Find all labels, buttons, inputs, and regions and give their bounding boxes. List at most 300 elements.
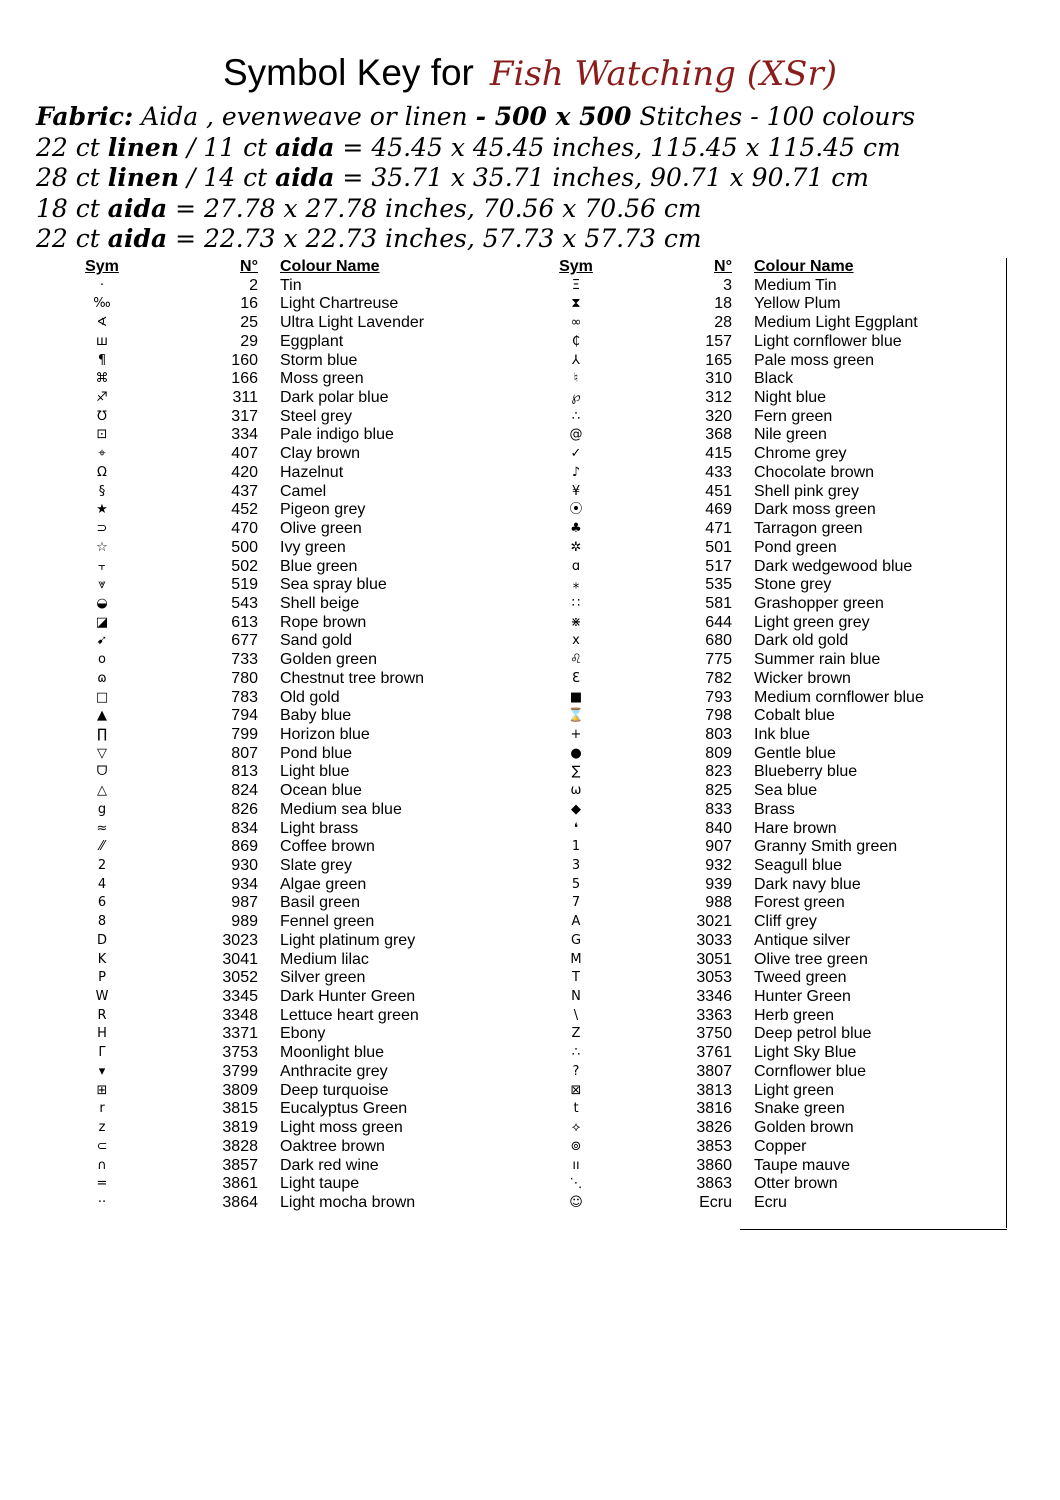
table-row bbox=[552, 539, 992, 558]
symbol-cell: r bbox=[99, 1101, 105, 1117]
symbol-cell: 8 bbox=[97, 914, 107, 930]
table-row bbox=[78, 632, 518, 651]
header-sym: Sym bbox=[85, 258, 119, 275]
symbol-cell: ◒ bbox=[96, 595, 108, 611]
colour-name-cell: Dark wedgewood blue bbox=[754, 557, 913, 575]
table-row bbox=[78, 1100, 518, 1119]
number-cell: 543 bbox=[231, 594, 258, 612]
colour-name-cell: Otter brown bbox=[754, 1175, 838, 1193]
number-cell: 519 bbox=[231, 576, 258, 594]
colour-name-cell: Medium Tin bbox=[754, 276, 837, 294]
table-row bbox=[78, 445, 518, 464]
number-cell: 989 bbox=[231, 913, 258, 931]
colour-name-cell: Sea blue bbox=[754, 782, 818, 800]
symbol-table-left bbox=[78, 258, 518, 1213]
colour-name-cell: Taupe mauve bbox=[754, 1156, 851, 1174]
number-cell: 677 bbox=[231, 632, 258, 650]
symbol-cell: ∞ bbox=[570, 315, 582, 331]
symbol-cell: ? bbox=[572, 1063, 580, 1079]
size-count: 22 ct bbox=[36, 224, 108, 253]
number-cell: 803 bbox=[705, 725, 732, 743]
number-cell: 502 bbox=[231, 557, 258, 575]
symbol-cell: ⟡ bbox=[571, 1120, 581, 1136]
colour-name-cell: Tin bbox=[280, 276, 302, 294]
table-row bbox=[78, 820, 518, 839]
colour-name-cell: Medium cornflower blue bbox=[754, 688, 924, 706]
symbol-cell: ☺ bbox=[569, 1194, 583, 1210]
number-cell: 988 bbox=[705, 894, 732, 912]
colour-name-cell: Olive tree green bbox=[754, 950, 868, 968]
table-row bbox=[552, 576, 992, 595]
number-cell: 3348 bbox=[222, 1006, 258, 1024]
number-cell: 28 bbox=[714, 314, 732, 332]
table-row bbox=[78, 969, 518, 988]
colour-name-cell: Light mocha brown bbox=[280, 1193, 416, 1211]
table-row bbox=[78, 333, 518, 352]
symbol-cell: H bbox=[97, 1026, 107, 1042]
table-row bbox=[552, 876, 992, 895]
table-row bbox=[78, 1175, 518, 1194]
number-cell: 824 bbox=[231, 782, 258, 800]
colour-name-cell: Dark navy blue bbox=[754, 875, 861, 893]
number-cell: 16 bbox=[240, 295, 258, 313]
number-cell: 535 bbox=[705, 576, 732, 594]
number-cell: 826 bbox=[231, 800, 258, 818]
colour-name-cell: Cliff grey bbox=[754, 913, 817, 931]
colour-name-cell: Copper bbox=[754, 1137, 807, 1155]
number-cell: 3863 bbox=[696, 1175, 732, 1193]
symbol-cell: ♌ bbox=[570, 652, 582, 668]
number-cell: 3 bbox=[723, 276, 732, 294]
symbol-cell: ℘ bbox=[571, 390, 581, 406]
number-cell: 3052 bbox=[222, 969, 258, 987]
number-cell: 3345 bbox=[222, 988, 258, 1006]
table-row bbox=[552, 894, 992, 913]
table-row bbox=[552, 1007, 992, 1026]
symbol-cell: x bbox=[572, 633, 580, 649]
header-sym: Sym bbox=[559, 258, 593, 275]
colour-name-cell: Anthracite grey bbox=[280, 1062, 388, 1080]
colour-name-cell: Horizon blue bbox=[280, 725, 370, 743]
number-cell: 3053 bbox=[696, 969, 732, 987]
table-header bbox=[552, 258, 992, 277]
symbol-cell: Ω bbox=[97, 464, 107, 480]
header-colour-name: Colour Name bbox=[754, 258, 854, 275]
symbol-cell: \ bbox=[573, 1007, 579, 1023]
colour-name-cell: Light Chartreuse bbox=[280, 295, 399, 313]
table-border-bottom bbox=[740, 1229, 1007, 1230]
symbol-cell: ★ bbox=[96, 502, 108, 518]
number-cell: 320 bbox=[705, 407, 732, 425]
symbol-cell: 5 bbox=[571, 876, 581, 892]
number-cell: 794 bbox=[231, 707, 258, 725]
colour-name-cell: Slate grey bbox=[280, 857, 353, 874]
symbol-cell: ♣ bbox=[570, 521, 582, 537]
colour-name-cell: Clay brown bbox=[280, 445, 361, 463]
table-row bbox=[552, 707, 992, 726]
number-cell: 471 bbox=[705, 520, 732, 538]
colour-name-cell: Medium lilac bbox=[280, 950, 369, 968]
colour-name-cell: Silver green bbox=[280, 969, 366, 987]
symbol-cell: D bbox=[96, 932, 107, 948]
colour-name-cell: Tweed green bbox=[754, 969, 847, 987]
table-row bbox=[552, 857, 992, 876]
table-row bbox=[552, 595, 992, 614]
colour-name-cell: Golden green bbox=[280, 651, 377, 669]
colour-name-cell: Light cornflower blue bbox=[754, 332, 902, 350]
size-count: 18 ct bbox=[36, 193, 108, 223]
symbol-cell: @ bbox=[569, 427, 583, 443]
symbol-cell: K bbox=[97, 951, 107, 967]
symbol-cell: ✓ bbox=[570, 446, 582, 462]
colour-name-cell: Golden brown bbox=[754, 1119, 854, 1137]
table-row bbox=[552, 1138, 992, 1157]
colour-name-cell: Ink blue bbox=[754, 725, 811, 743]
number-cell: 407 bbox=[231, 445, 258, 463]
table-row bbox=[552, 1100, 992, 1119]
symbol-cell: ➹ bbox=[96, 633, 108, 649]
colour-name-cell: Light brass bbox=[280, 819, 359, 837]
size-line-2 bbox=[36, 163, 1036, 194]
symbol-cell: N bbox=[571, 989, 581, 1005]
size-line-1 bbox=[36, 133, 1036, 164]
symbol-cell: ⧗ bbox=[571, 296, 581, 312]
table-row bbox=[552, 520, 992, 539]
number-cell: 3864 bbox=[222, 1193, 258, 1211]
colour-count: Stitches - 100 colours bbox=[631, 102, 916, 131]
colour-name-cell: Rope brown bbox=[280, 613, 367, 631]
number-cell: 29 bbox=[240, 332, 258, 350]
table-row bbox=[552, 295, 992, 314]
colour-name-cell: Chocolate brown bbox=[754, 463, 875, 481]
colour-name-cell: Nile green bbox=[754, 426, 827, 444]
table-row bbox=[78, 1063, 518, 1082]
colour-name-cell: Wicker brown bbox=[754, 669, 851, 687]
colour-name-cell: Olive green bbox=[280, 520, 362, 538]
colour-name-cell: Deep petrol blue bbox=[754, 1025, 872, 1043]
number-cell: 334 bbox=[231, 426, 258, 444]
symbol-table-right bbox=[552, 258, 992, 1213]
number-cell: 793 bbox=[705, 688, 732, 706]
table-border-right bbox=[1006, 258, 1007, 1228]
colour-name-cell: Light moss green bbox=[280, 1119, 403, 1137]
colour-name-cell: Medium sea blue bbox=[280, 800, 402, 818]
table-row bbox=[78, 1194, 518, 1213]
colour-name-cell: Ivy green bbox=[280, 538, 346, 556]
symbol-cell: 4 bbox=[97, 876, 107, 892]
table-row bbox=[78, 894, 518, 913]
table-row bbox=[552, 352, 992, 371]
symbol-cell: ¶ bbox=[97, 352, 107, 368]
table-row bbox=[78, 763, 518, 782]
symbol-cell: ·· bbox=[97, 1194, 107, 1210]
symbol-cell: Ɛ bbox=[572, 670, 580, 686]
symbol-cell: ‰ bbox=[93, 296, 111, 312]
colour-name-cell: Light blue bbox=[280, 763, 350, 781]
number-cell: 3828 bbox=[222, 1137, 258, 1155]
number-cell: 780 bbox=[231, 669, 258, 687]
symbol-cell: ⊠ bbox=[570, 1082, 582, 1098]
symbol-cell: 6 bbox=[97, 895, 107, 911]
symbol-cell: ⁄⁄ bbox=[99, 839, 105, 855]
number-cell: 160 bbox=[231, 351, 258, 369]
symbol-cell: ıı bbox=[572, 1157, 580, 1173]
number-cell: 869 bbox=[231, 838, 258, 856]
fabric-specs bbox=[36, 102, 1036, 255]
colour-name-cell: Oaktree brown bbox=[280, 1137, 385, 1155]
colour-name-cell: Shell pink grey bbox=[754, 482, 859, 500]
table-row bbox=[552, 277, 992, 296]
symbol-cell: ■ bbox=[569, 689, 583, 705]
number-cell: 680 bbox=[705, 632, 732, 650]
symbol-cell: ∏ bbox=[97, 726, 107, 742]
number-cell: 840 bbox=[705, 819, 732, 837]
colour-name-cell: Light green bbox=[754, 1081, 835, 1099]
size-fabric: aida bbox=[107, 193, 168, 223]
colour-name-cell: Black bbox=[754, 370, 794, 388]
table-row bbox=[552, 333, 992, 352]
number-cell: 18 bbox=[714, 295, 732, 313]
symbol-cell: ⌛ bbox=[567, 708, 585, 724]
colour-name-cell: Pond green bbox=[754, 538, 837, 556]
size-fabric: linen bbox=[107, 163, 180, 192]
number-cell: 833 bbox=[705, 800, 732, 818]
number-cell: 3807 bbox=[696, 1062, 732, 1080]
colour-name-cell: Hazelnut bbox=[280, 463, 344, 481]
number-cell: 775 bbox=[705, 651, 732, 669]
symbol-cell: ⊞ bbox=[96, 1082, 108, 1098]
number-cell: 433 bbox=[705, 463, 732, 481]
symbol-cell: ⊃ bbox=[96, 521, 108, 537]
table-row bbox=[78, 576, 518, 595]
colour-name-cell: Summer rain blue bbox=[754, 651, 881, 669]
number-cell: 3815 bbox=[222, 1100, 258, 1118]
symbol-cell: W bbox=[95, 989, 109, 1005]
table-row bbox=[552, 558, 992, 577]
symbol-cell: □ bbox=[95, 689, 109, 705]
symbol-cell: G bbox=[570, 932, 582, 948]
table-row bbox=[78, 651, 518, 670]
colour-name-cell: Deep turquoise bbox=[280, 1081, 389, 1099]
table-row bbox=[78, 352, 518, 371]
number-cell: 166 bbox=[231, 370, 258, 388]
colour-name-cell: Pale moss green bbox=[754, 351, 875, 369]
table-row bbox=[552, 445, 992, 464]
table-row bbox=[552, 464, 992, 483]
number-cell: 25 bbox=[240, 314, 258, 332]
colour-name-cell: Stone grey bbox=[754, 576, 832, 594]
table-row bbox=[78, 782, 518, 801]
symbol-cell: ₵ bbox=[571, 333, 581, 349]
number-cell: 3813 bbox=[696, 1081, 732, 1099]
number-cell: 470 bbox=[231, 520, 258, 538]
number-cell: 3051 bbox=[696, 950, 732, 968]
colour-name-cell: Chrome grey bbox=[754, 445, 847, 463]
number-cell: 165 bbox=[705, 351, 732, 369]
table-row bbox=[552, 745, 992, 764]
colour-name-cell: Dark polar blue bbox=[280, 389, 389, 407]
table-row bbox=[552, 726, 992, 745]
number-cell: 3371 bbox=[222, 1025, 258, 1043]
symbol-cell: ш bbox=[96, 333, 108, 349]
table-row bbox=[552, 1119, 992, 1138]
size-fabric: aida bbox=[275, 163, 335, 192]
number-cell: 823 bbox=[705, 763, 732, 781]
symbol-cell: ⦿ bbox=[569, 502, 583, 518]
table-row bbox=[552, 1025, 992, 1044]
table-row bbox=[552, 483, 992, 502]
size-fabric: linen bbox=[107, 132, 180, 162]
number-cell: 157 bbox=[705, 332, 732, 350]
colour-name-cell: Light green grey bbox=[754, 613, 870, 631]
table-row bbox=[552, 426, 992, 445]
number-cell: 613 bbox=[231, 613, 258, 631]
number-cell: 3021 bbox=[696, 913, 732, 931]
symbol-cell: ω bbox=[570, 783, 582, 799]
number-cell: 3346 bbox=[696, 988, 732, 1006]
number-cell: 501 bbox=[705, 538, 732, 556]
symbol-cell: ❛ bbox=[573, 820, 579, 836]
table-row bbox=[78, 614, 518, 633]
number-cell: 783 bbox=[231, 688, 258, 706]
symbol-cell: 2 bbox=[97, 858, 107, 873]
colour-name-cell: Storm blue bbox=[280, 351, 358, 369]
symbol-cell: ¥ bbox=[571, 483, 581, 499]
symbol-cell: ∴ bbox=[571, 408, 581, 424]
number-cell: 311 bbox=[232, 389, 258, 407]
colour-name-cell: Light Sky Blue bbox=[754, 1044, 857, 1062]
symbol-cell: ∴ bbox=[571, 1045, 581, 1061]
number-cell: 3041 bbox=[222, 950, 258, 968]
size-dimensions: = 45.45 x 45.45 inches, 115.45 x 115.45 cm bbox=[334, 132, 901, 162]
number-cell: 3819 bbox=[222, 1119, 258, 1137]
colour-name-cell: Cobalt blue bbox=[754, 707, 835, 725]
symbol-cell: z bbox=[98, 1120, 106, 1136]
number-cell: 733 bbox=[231, 651, 258, 669]
number-cell: 3826 bbox=[696, 1119, 732, 1137]
number-cell: Ecru bbox=[699, 1193, 732, 1211]
table-row bbox=[552, 988, 992, 1007]
colour-name-cell: Snake green bbox=[754, 1100, 845, 1118]
symbol-cell: t bbox=[573, 1101, 579, 1117]
number-cell: 3750 bbox=[696, 1025, 732, 1043]
table-row bbox=[78, 801, 518, 820]
table-row bbox=[78, 520, 518, 539]
table-row bbox=[552, 951, 992, 970]
colour-name-cell: Gentle blue bbox=[754, 744, 836, 762]
symbol-cell: ● bbox=[570, 745, 582, 761]
table-row bbox=[552, 820, 992, 839]
colour-name-cell: Eggplant bbox=[280, 332, 344, 350]
symbol-cell: = bbox=[96, 1176, 108, 1192]
symbol-cell: ⅄ bbox=[572, 352, 580, 368]
table-row bbox=[78, 689, 518, 708]
symbol-cell: ∩ bbox=[97, 1157, 107, 1173]
colour-name-cell: Light taupe bbox=[280, 1175, 360, 1193]
symbol-cell: A bbox=[571, 914, 581, 930]
size-count: 22 ct bbox=[36, 132, 108, 162]
symbol-cell: + bbox=[570, 726, 582, 742]
colour-name-cell: Blue green bbox=[280, 557, 358, 575]
table-row bbox=[552, 408, 992, 427]
size-line-4 bbox=[36, 224, 1036, 255]
number-cell: 987 bbox=[231, 894, 258, 912]
colour-name-cell: Dark Hunter Green bbox=[280, 988, 416, 1006]
table-row bbox=[552, 838, 992, 857]
symbol-cell: ⌘ bbox=[95, 371, 109, 387]
table-row bbox=[552, 1157, 992, 1176]
table-row bbox=[78, 913, 518, 932]
number-cell: 932 bbox=[705, 857, 732, 874]
symbol-cell: ♮ bbox=[573, 371, 579, 387]
number-cell: 2 bbox=[249, 276, 258, 294]
size-count: / 14 ct bbox=[179, 163, 276, 192]
table-row bbox=[552, 651, 992, 670]
table-row bbox=[552, 1175, 992, 1194]
number-cell: 3853 bbox=[696, 1137, 732, 1155]
table-row bbox=[552, 614, 992, 633]
number-cell: 807 bbox=[231, 744, 258, 762]
number-cell: 930 bbox=[231, 857, 258, 874]
table-row bbox=[552, 1044, 992, 1063]
number-cell: 317 bbox=[231, 407, 258, 425]
number-cell: 3363 bbox=[696, 1006, 732, 1024]
table-row bbox=[78, 1082, 518, 1101]
symbol-cell: M bbox=[570, 951, 582, 967]
symbol-cell: ℧ bbox=[97, 408, 107, 424]
table-row bbox=[78, 1157, 518, 1176]
table-row bbox=[552, 632, 992, 651]
number-cell: 469 bbox=[705, 501, 732, 519]
symbol-cell: ⫟ bbox=[98, 558, 106, 574]
table-row bbox=[78, 988, 518, 1007]
symbol-cell: ᗜ bbox=[96, 764, 108, 780]
symbol-cell: ⋱ bbox=[569, 1176, 583, 1192]
colour-name-cell: Herb green bbox=[754, 1006, 835, 1024]
table-row bbox=[78, 745, 518, 764]
number-cell: 3761 bbox=[696, 1044, 732, 1062]
table-row bbox=[78, 426, 518, 445]
table-row bbox=[552, 1063, 992, 1082]
colour-name-cell: Sand gold bbox=[280, 632, 353, 650]
number-cell: 517 bbox=[705, 557, 732, 575]
colour-name-cell: Dark old gold bbox=[754, 632, 849, 650]
colour-name-cell: Night blue bbox=[754, 389, 827, 407]
number-cell: 451 bbox=[705, 482, 732, 500]
colour-name-cell: Algae green bbox=[280, 875, 367, 893]
table-row bbox=[78, 876, 518, 895]
table-header bbox=[78, 258, 518, 277]
symbol-cell: ◆ bbox=[571, 801, 581, 817]
symbol-cell: ▾ bbox=[98, 1063, 106, 1079]
colour-name-cell: Hunter Green bbox=[754, 988, 851, 1006]
number-cell: 437 bbox=[231, 482, 258, 500]
colour-name-cell: Camel bbox=[280, 482, 327, 500]
table-row bbox=[78, 707, 518, 726]
symbol-cell: ✲ bbox=[570, 539, 582, 555]
page-title bbox=[0, 52, 1060, 94]
stitch-count: - 500 x 500 bbox=[475, 102, 632, 131]
number-cell: 3860 bbox=[696, 1156, 732, 1174]
symbol-cell: ∑ bbox=[571, 764, 581, 780]
table-row bbox=[78, 1044, 518, 1063]
table-row bbox=[78, 464, 518, 483]
number-cell: 644 bbox=[705, 613, 732, 631]
number-cell: 452 bbox=[231, 501, 258, 519]
size-line-3 bbox=[36, 194, 1036, 225]
colour-name-cell: Blueberry blue bbox=[754, 763, 858, 781]
table-row bbox=[78, 389, 518, 408]
